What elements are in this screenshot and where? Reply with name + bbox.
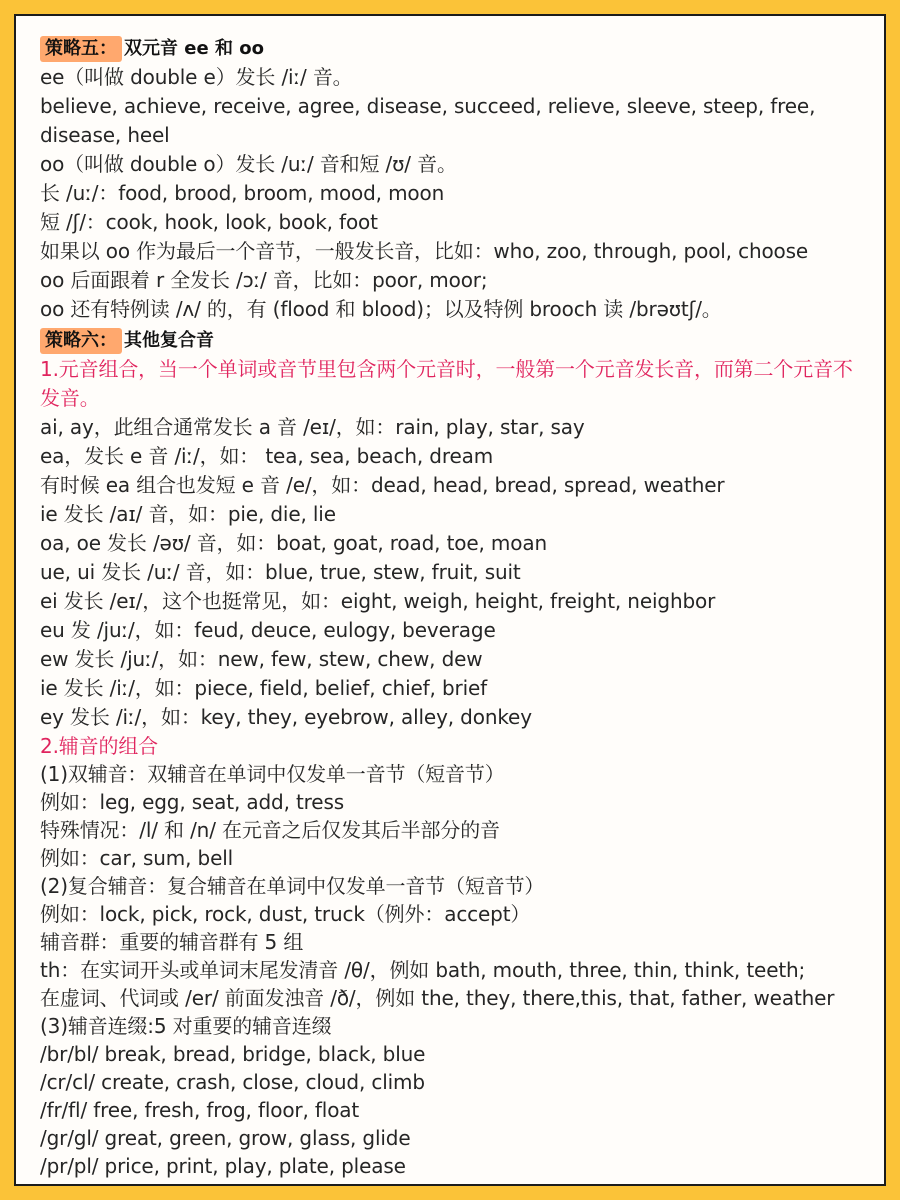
text-line: 特殊情况：/l/ 和 /n/ 在元音之后仅发其后半部分的音 [40,818,500,842]
text-line: th：在实词开头或单词末尾发清音 /θ/，例如 bath, mouth, three, thin, think, teeth; [40,958,806,982]
text-line: 短 /ʃ/：cook, hook, look, book, foot [40,210,378,234]
text-line: /cr/cl/ create, crash, close, cloud, climb [40,1070,425,1094]
text-line: 例如：car, sum, bell [40,846,234,870]
text-line: /br/bl/ break, bread, bridge, black, blue [40,1042,426,1066]
section6-title: 其他复合音 [124,330,214,351]
text-line: /pr/pl/ price, print, play, plate, please [40,1154,406,1178]
notes-card [14,14,886,1186]
text-line: 在虚词、代词或 /er/ 前面发浊音 /ð/，例如 the, they, there,this, that, father, weather [40,986,835,1010]
consonant-subheading: 2.辅音的组合 [40,734,159,758]
text-line: oa, oe 发长 /əʊ/ 音，如：boat, goat, road, toe, moan [40,531,547,555]
section5-heading [40,35,884,63]
text-line: ai, ay，此组合通常发长 a 音 /eɪ/，如：rain, play, star, say [40,415,585,439]
section6-tag: 策略六： [40,328,122,354]
text-line: believe, achieve, receive, agree, disease, succeed, relieve, sleeve, steep, free, disease, heel [40,94,816,147]
text-line: (1)双辅音：双辅音在单词中仅发单一音节（短音节） [40,762,505,786]
text-line: (3)辅音连缀:5 对重要的辅音连缀 [40,1014,332,1038]
text-line: eu 发 /juː/，如：feud, deuce, eulogy, beverage [40,618,496,642]
text-line: oo（叫做 double o）发长 /uː/ 音和短 /ʊ/ 音。 [40,152,457,176]
section5-title: 双元音 ee 和 oo [124,38,264,59]
section6-heading [40,327,884,355]
text-line: 有时候 ea 组合也发短 e 音 /e/，如：dead, head, bread, spread, weather [40,473,725,497]
text-line: 辅音群：重要的辅音群有 5 组 [40,930,304,954]
text-line: /gr/gl/ great, green, grow, glass, glide [40,1126,411,1150]
text-line: ie 发长 /aɪ/ 音，如：pie, die, lie [40,502,336,526]
text-line: oo 还有特例读 /ʌ/ 的，有 (flood 和 blood)；以及特例 brooch 读 /brəʊtʃ/。 [40,297,722,321]
text-line: ue, ui 发长 /uː/ 音，如：blue, true, stew, fruit, suit [40,560,521,584]
text-line: ey 发长 /iː/，如：key, they, eyebrow, alley, donkey [40,705,532,729]
text-line: 长 /uː/：food, brood, broom, mood, moon [40,181,445,205]
text-line: ie 发长 /iː/，如：piece, field, belief, chief, brief [40,676,488,700]
text-line: oo 后面跟着 r 全发长 /ɔː/ 音，比如：poor, moor; [40,268,488,292]
text-line: (2)复合辅音：复合辅音在单词中仅发单一音节（短音节） [40,874,545,898]
section5-tag: 策略五： [40,36,122,62]
text-line: ew 发长 /juː/，如：new, few, stew, chew, dew [40,647,483,671]
vowel-subheading: 1.元音组合，当一个单词或音节里包含两个元音时，一般第一个元音发长音，而第二个元音不发音。 [40,357,853,410]
text-line: 如果以 oo 作为最后一个音节，一般发长音，比如：who, zoo, through, pool, choose [40,239,809,263]
text-line: ea，发长 e 音 /iː/，如： tea, sea, beach, dream [40,444,494,468]
text-line: /fr/fl/ free, fresh, frog, floor, float [40,1098,360,1122]
text-line: 例如：leg, egg, seat, add, tress [40,790,344,814]
text-line: ee（叫做 double e）发长 /iː/ 音。 [40,65,353,89]
text-line: ei 发长 /eɪ/，这个也挺常见，如：eight, weigh, height, freight, neighbor [40,589,716,613]
text-line: 例如：lock, pick, rock, dust, truck（例外：accept） [40,902,531,926]
